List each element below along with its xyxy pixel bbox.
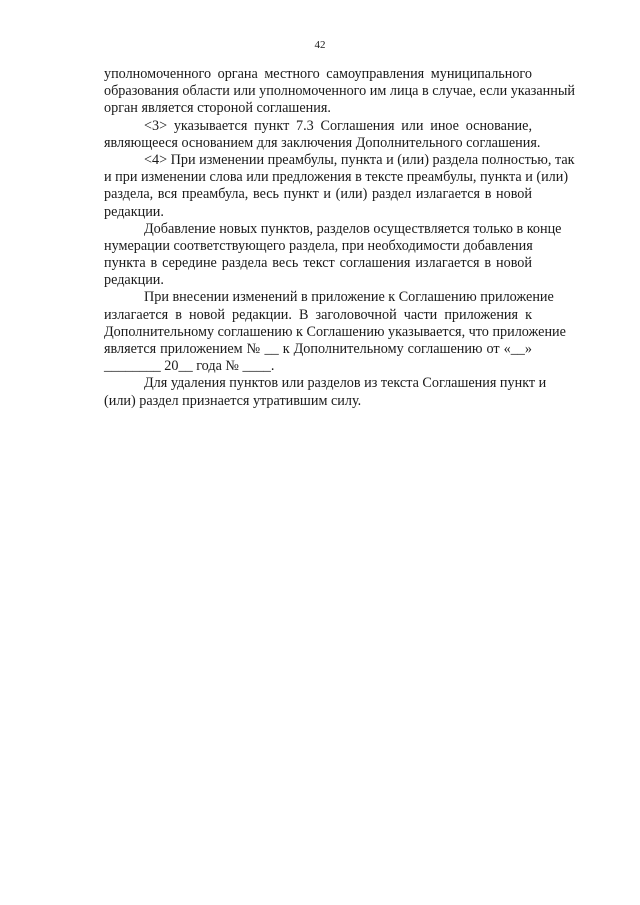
text-line: являющееся основанием для заключения Дополнительного соглашения. <box>104 134 541 151</box>
text-line: ________ 20__ года № ____. <box>104 358 275 375</box>
text-line: Дополнительному соглашению к Соглашению указывается, что приложение <box>104 323 566 340</box>
text-line: нумерации соответствующего раздела, при необходимости добавления <box>104 237 533 254</box>
text-line: пункта в середине раздела весь текст соглашения излагается в новой <box>104 255 532 272</box>
text-line: Добавление новых пунктов, разделов осуществляется только в конце <box>144 220 562 237</box>
text-line: редакции. <box>104 203 164 220</box>
text-line: орган является стороной соглашения. <box>104 100 331 117</box>
text-line: и при изменении слова или предложения в тексте преамбулы, пункта и (или) <box>104 169 569 186</box>
text-line: является приложением № __ к Дополнительному соглашению от «__» <box>104 341 532 357</box>
text-line: Для удаления пунктов или разделов из текста Соглашения пункт и <box>144 375 547 392</box>
document-body <box>104 66 575 410</box>
text-line: (или) раздел признается утратившим силу. <box>104 392 362 409</box>
text-line: <3> указывается пункт 7.3 Соглашения или иное основание, <box>144 117 532 134</box>
text-line: образования области или уполномоченного им лица в случае, если указанный <box>104 83 575 100</box>
text-line: редакции. <box>104 272 164 289</box>
text-line: При внесении изменений в приложение к Соглашению приложение <box>144 289 554 306</box>
text-line: уполномоченного органа местного самоуправления муниципального <box>104 66 532 82</box>
page-number: 42 <box>314 39 326 51</box>
text-line: раздела, вся преамбула, весь пункт и (или) раздел излагается в новой <box>104 186 532 203</box>
text-line: излагается в новой редакции. В заголовочной части приложения к <box>104 306 532 323</box>
text-line: <4> При изменении преамбулы, пункта и (или) раздела полностью, так <box>144 151 575 168</box>
